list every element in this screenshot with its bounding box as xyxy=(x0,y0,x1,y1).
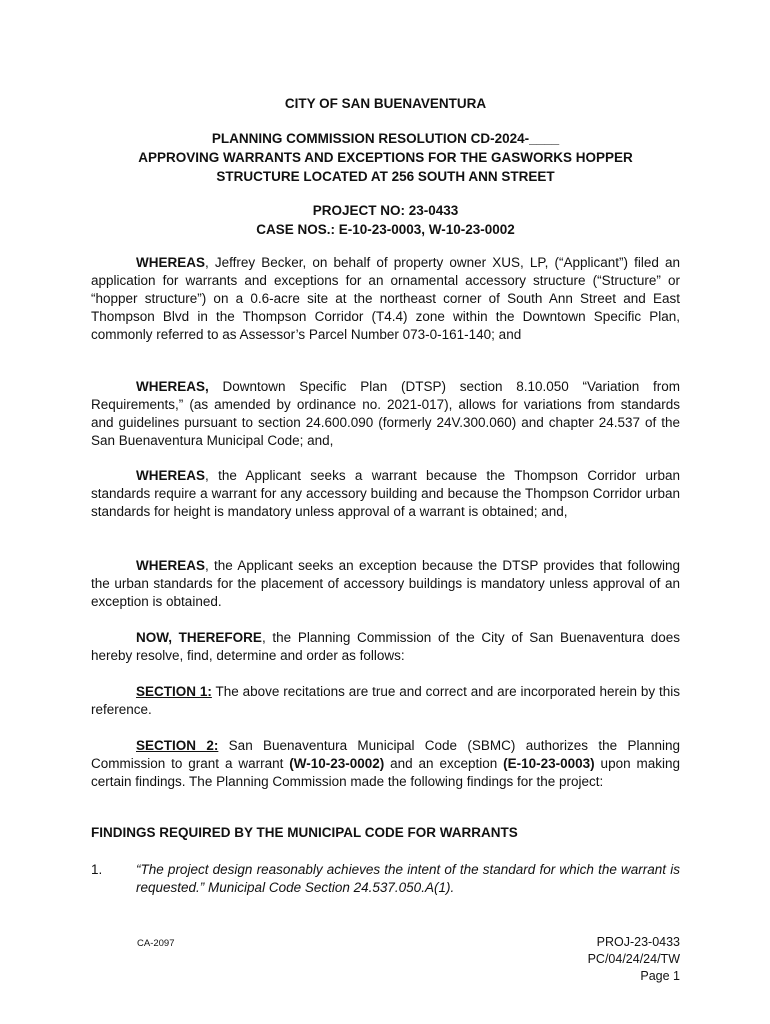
paragraph-text: Downtown Specific Plan (DTSP) section 8.10.050 “Variation from Requirements,” (as amended by ordinance no. 2021-017), allows for variations from standards and guidelines pursuant to section 24.600.090 (formerly 24V.300.060) and chapter 24.537 of the San Buenaventura Municipal Code; and, xyxy=(91,379,680,448)
resolution-number: PLANNING COMMISSION RESOLUTION CD-2024-____ xyxy=(211,131,560,146)
exception-number: (E-10-23-0003) xyxy=(503,756,595,771)
case-numbers: CASE NOS.: E-10-23-0003, W-10-23-0002 xyxy=(256,222,515,237)
footer-page-number: Page 1 xyxy=(640,969,680,983)
paragraph-text: The above recitations are true and correct and are incorporated herein by this reference. xyxy=(91,684,680,717)
finding-item-1 xyxy=(91,861,680,897)
footer-meeting-ref: PC/04/24/24/TW xyxy=(587,952,680,966)
now-therefore-lead: NOW, THEREFORE xyxy=(136,630,262,645)
paragraph-text: and an exception xyxy=(384,756,504,771)
whereas-lead: WHEREAS xyxy=(136,255,206,270)
findings-heading: FINDINGS REQUIRED BY THE MUNICIPAL CODE FOR WARRANTS xyxy=(91,825,518,840)
paragraph-text: upon making certain findings. The Planning Commission made the following findings for the project: xyxy=(91,756,680,789)
project-number: PROJECT NO: 23-0433 xyxy=(312,203,459,218)
finding-number: 1. xyxy=(91,862,103,877)
resolution-title xyxy=(91,129,680,186)
paragraph-text: , Jeffrey Becker, on behalf of property owner XUS, LP, (“Applicant”) filed an application for warrants and exceptions for an ornamental accessory structure (“Structure” or “hopper structure”) on a 0.6-acre site at the northeast corner of South Ann Street and East Thompson Blvd in the Thompson Corridor (T4.4) zone within the Downtown Specific Plan, commonly referred to as Assessor’s Parcel Number 073-0-161-140; and xyxy=(91,255,680,342)
resolution-subject-line-2: STRUCTURE LOCATED AT 256 SOUTH ANN STREET xyxy=(216,169,555,184)
whereas-lead: WHEREAS xyxy=(136,558,206,573)
paragraph-text: , the Applicant seeks an exception because the DTSP provides that following the urban standards for the placement of accessory buildings is mandatory unless approval of an exception is obtained. xyxy=(91,558,680,609)
footer-page-info xyxy=(588,934,680,985)
whereas-paragraph-2 xyxy=(91,378,680,450)
whereas-paragraph-1 xyxy=(91,254,680,344)
footer-project-ref: PROJ-23-0433 xyxy=(596,935,680,949)
city-title: CITY OF SAN BUENAVENTURA xyxy=(284,96,487,111)
whereas-paragraph-3 xyxy=(91,467,680,521)
warrant-number: (W-10-23-0002) xyxy=(289,756,385,771)
section-2-paragraph xyxy=(91,737,680,791)
whereas-lead: WHEREAS xyxy=(136,468,206,483)
project-info xyxy=(91,201,680,239)
footer-document-code: CA-2097 xyxy=(137,938,175,949)
paragraph-text: San Buenaventura Municipal Code (SBMC) authorizes the Planning Commission to grant a warrant xyxy=(91,738,680,771)
paragraph-text: , the Planning Commission of the City of San Buenaventura does hereby resolve, find, determine and order as follows: xyxy=(91,630,680,663)
now-therefore-paragraph xyxy=(91,629,680,665)
paragraph-text: , the Applicant seeks a warrant because the Thompson Corridor urban standards require a warrant for any accessory building and because the Thompson Corridor urban standards for height is mandatory unless approval of a warrant is obtained; and, xyxy=(91,468,680,519)
resolution-subject-line-1: APPROVING WARRANTS AND EXCEPTIONS FOR THE GASWORKS HOPPER xyxy=(138,150,633,165)
finding-text: “The project design reasonably achieves the intent of the standard for which the warrant is requested.” Municipal Code Section 24.537.050.A(1). xyxy=(136,862,680,895)
section-2-label: SECTION 2: xyxy=(136,738,219,753)
section-1-label: SECTION 1: xyxy=(136,684,212,699)
section-1-paragraph xyxy=(91,683,680,719)
whereas-lead: WHEREAS, xyxy=(136,379,209,394)
whereas-paragraph-4 xyxy=(91,557,680,611)
